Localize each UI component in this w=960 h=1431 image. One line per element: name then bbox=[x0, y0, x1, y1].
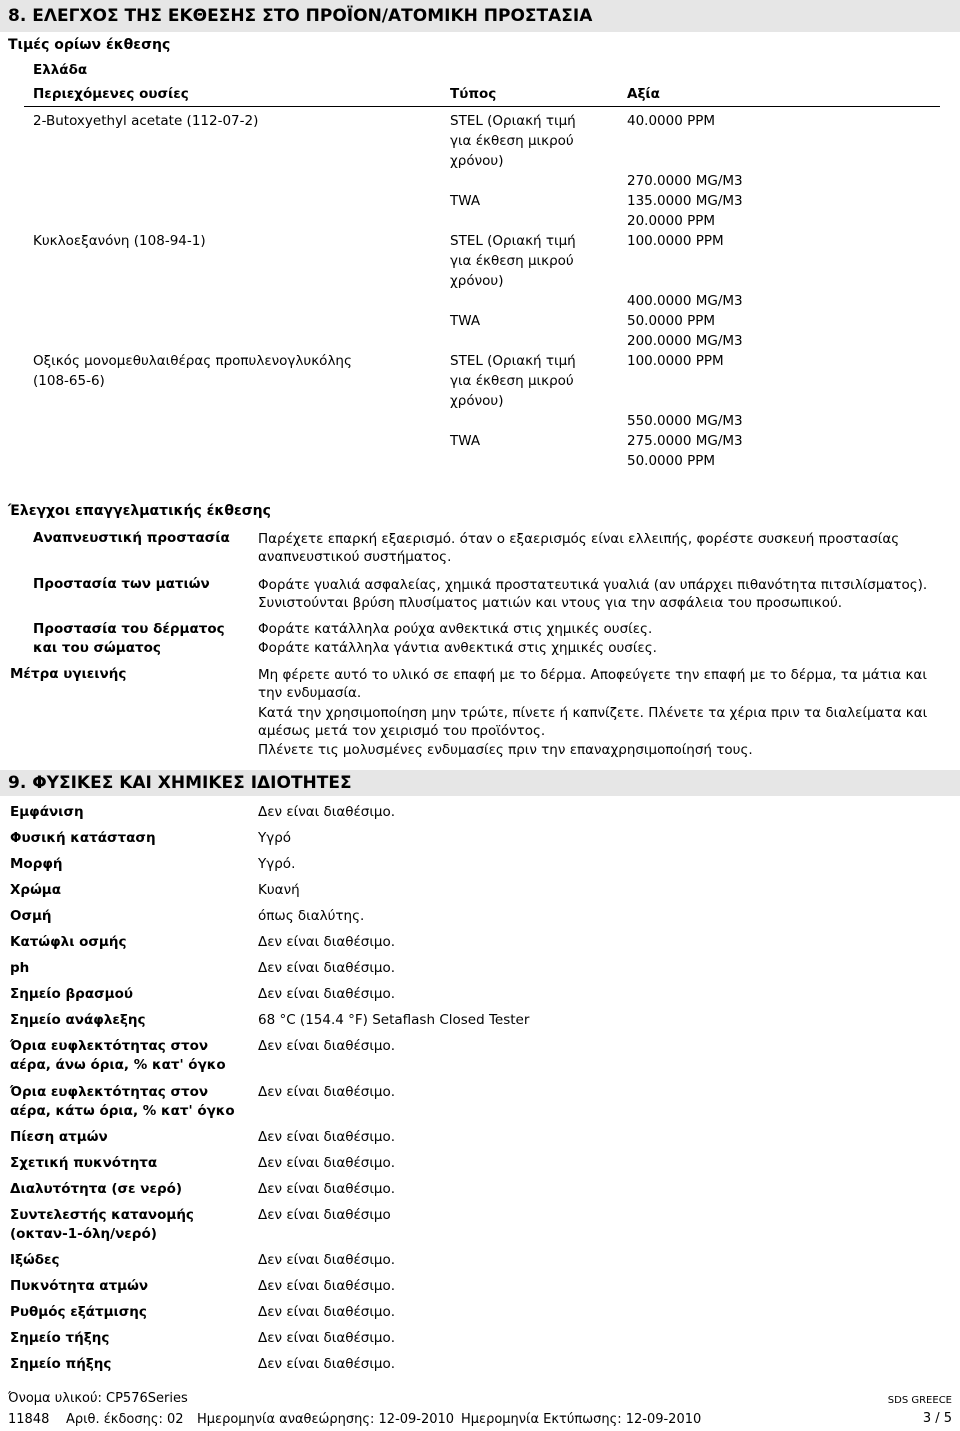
eye-protection-label: Προστασία των ματιών bbox=[33, 576, 210, 592]
hygiene-measures-label: Μέτρα υγιεινής bbox=[10, 666, 127, 682]
twa-type: TWA bbox=[450, 433, 481, 449]
country-label: Ελλάδα bbox=[33, 62, 88, 78]
footer-revision-date: Ημερομηνία αναθεώρησης: 12-09-2010 bbox=[197, 1412, 455, 1427]
property-label: Χρώμα bbox=[10, 882, 62, 898]
property-label-line2: αέρα, κάτω όρια, % κατ' όγκο bbox=[10, 1103, 235, 1119]
property-value: Δεν είναι διαθέσιμο. bbox=[258, 1038, 396, 1054]
stel-type-line2: για έκθεση μικρού bbox=[450, 253, 574, 269]
respiratory-protection-label: Αναπνευστική προστασία bbox=[33, 530, 230, 546]
property-value: 68 °C (154.4 °F) Setaflash Closed Tester bbox=[258, 1012, 530, 1028]
property-value: Δεν είναι διαθέσιμο bbox=[258, 1207, 391, 1223]
twa-value-1: 135.0000 MG/M3 bbox=[627, 193, 743, 209]
col-header-substances: Περιεχόμενες ουσίες bbox=[33, 86, 189, 102]
skin-protection-label-line2: και του σώματος bbox=[33, 640, 161, 656]
stel-value-1: 40.0000 PPM bbox=[627, 113, 716, 129]
property-value: Δεν είναι διαθέσιμο. bbox=[258, 1252, 396, 1268]
property-label: Όρια ευφλεκτότητας στον bbox=[10, 1038, 209, 1054]
property-value: Δεν είναι διαθέσιμο. bbox=[258, 986, 396, 1002]
stel-type-line3: χρόνου) bbox=[450, 393, 504, 409]
property-value: Δεν είναι διαθέσιμο. bbox=[258, 1129, 396, 1145]
skin-protection-text-2: Φοράτε κατάλληλα γάντια ανθεκτικά στις χημικές ουσίες. bbox=[258, 640, 657, 656]
twa-value-1: 50.0000 PPM bbox=[627, 313, 716, 329]
property-label: Συντελεστής κατανομής bbox=[10, 1207, 194, 1223]
property-label: Σημείο βρασμού bbox=[10, 986, 133, 1002]
property-value: Δεν είναι διαθέσιμο. bbox=[258, 804, 396, 820]
twa-value-2: 200.0000 MG/M3 bbox=[627, 333, 743, 349]
property-value: Δεν είναι διαθέσιμο. bbox=[258, 1356, 396, 1372]
property-label: Φυσική κατάσταση bbox=[10, 830, 156, 846]
twa-type: TWA bbox=[450, 313, 481, 329]
property-value: Δεν είναι διαθέσιμο. bbox=[258, 1330, 396, 1346]
stel-type-line3: χρόνου) bbox=[450, 153, 504, 169]
property-value: Δεν είναι διαθέσιμο. bbox=[258, 1181, 396, 1197]
eye-protection-text: Φοράτε γυαλιά ασφαλείας, χημικά προστατευτικά γυαλιά (αν υπάρχει πιθανότητα πιτσιλίσματος). Συνιστούνται βρύση πλυσίματος ματιών και ντους για την ασφάλεια του προσωπικού. bbox=[258, 577, 928, 611]
section-9-title: 9. ΦΥΣΙΚΕΣ ΚΑΙ ΧΗΜΙΚΕΣ ΙΔΙΟΤΗΤΕΣ bbox=[8, 773, 352, 793]
property-label: Σημείο πήξης bbox=[10, 1356, 112, 1372]
property-value: Κυανή bbox=[258, 882, 300, 898]
substance-cas: (108-65-6) bbox=[33, 373, 105, 389]
property-label: Μορφή bbox=[10, 856, 63, 872]
property-label: Πίεση ατμών bbox=[10, 1129, 108, 1145]
exposure-controls-heading: Έλεγχοι επαγγελματικής έκθεσης bbox=[8, 503, 271, 519]
property-value: Δεν είναι διαθέσιμο. bbox=[258, 960, 396, 976]
stel-value-2: 550.0000 MG/M3 bbox=[627, 413, 743, 429]
respiratory-protection-text: Παρέχετε επαρκή εξαερισμό. όταν ο εξαερισμός είναι ελλειπής, φορέστε συσκευή προστασίας αναπνευστικού συστήματος. bbox=[258, 531, 900, 565]
hygiene-measures-text-2: Κατά την χρησιμοποίηση μην τρώτε, πίνετε ή καπνίζετε. Πλένετε τα χέρια πριν τα διαλείματα και αμέσως μετά τον χειρισμό του προϊόντος. bbox=[258, 705, 928, 739]
property-label: Ιξώδες bbox=[10, 1252, 60, 1268]
property-label: Σχετική πυκνότητα bbox=[10, 1155, 158, 1171]
footer-print-date: Ημερομηνία Εκτύπωσης: 12-09-2010 bbox=[461, 1412, 702, 1427]
stel-type: STEL (Οριακή τιμή bbox=[450, 233, 576, 249]
hygiene-measures-text-3: Πλένετε τις μολυσμένες ενδυμασίες πριν την επαναχρησιμοποίησή τους. bbox=[258, 742, 753, 758]
twa-value-2: 20.0000 PPM bbox=[627, 213, 716, 229]
twa-type: TWA bbox=[450, 193, 481, 209]
stel-value-2: 400.0000 MG/M3 bbox=[627, 293, 743, 309]
property-label: Όρια ευφλεκτότητας στον bbox=[10, 1084, 209, 1100]
footer-material-name: Όνομα υλικού: CP576Series bbox=[8, 1391, 188, 1406]
twa-value-2: 50.0000 PPM bbox=[627, 453, 716, 469]
hygiene-measures-text-1: Μη φέρετε αυτό το υλικό σε επαφή με το δέρμα. Αποφεύγετε την επαφή με το δέρμα, τα μάτια και την ενδυμασία. bbox=[258, 667, 927, 701]
property-label: Πυκνότητα ατμών bbox=[10, 1278, 149, 1294]
stel-type-line2: για έκθεση μικρού bbox=[450, 133, 574, 149]
property-label: Διαλυτότητα (σε νερό) bbox=[10, 1181, 183, 1197]
footer-page-number: 3 / 5 bbox=[922, 1411, 952, 1426]
skin-protection-text-1: Φοράτε κατάλληλα ρούχα ανθεκτικά στις χημικές ουσίες. bbox=[258, 621, 653, 637]
stel-value-2: 270.0000 MG/M3 bbox=[627, 173, 743, 189]
section-8-title: 8. ΕΛΕΓΧΟΣ ΤΗΣ ΕΚΘΕΣΗΣ ΣΤΟ ΠΡΟΪΟΝ/ΑΤΟΜΙΚΗ ΠΡΟΣΤΑΣΙΑ bbox=[8, 6, 593, 26]
stel-value-1: 100.0000 PPM bbox=[627, 233, 724, 249]
property-label: ph bbox=[10, 960, 30, 976]
footer-doc-id: 11848 bbox=[8, 1412, 50, 1427]
col-header-type: Τύπος bbox=[450, 86, 497, 102]
substance-name: Οξικός μονομεθυλαιθέρας προπυλενογλυκόλης bbox=[33, 353, 352, 369]
property-label: Σημείο ανάφλεξης bbox=[10, 1012, 146, 1028]
table-header-rule bbox=[24, 106, 940, 107]
footer-issue-number: Αριθ. έκδοσης: 02 bbox=[66, 1412, 184, 1427]
property-label: Οσμή bbox=[10, 908, 52, 924]
stel-type-line2: για έκθεση μικρού bbox=[450, 373, 574, 389]
property-label: Εμφάνιση bbox=[10, 804, 84, 820]
property-value: Δεν είναι διαθέσιμο. bbox=[258, 1155, 396, 1171]
property-value: όπως διαλύτης. bbox=[258, 908, 365, 924]
property-value: Υγρό. bbox=[258, 856, 296, 872]
stel-type: STEL (Οριακή τιμή bbox=[450, 353, 576, 369]
stel-type-line3: χρόνου) bbox=[450, 273, 504, 289]
property-label-line2: αέρα, άνω όρια, % κατ' όγκο bbox=[10, 1057, 226, 1073]
property-value: Δεν είναι διαθέσιμο. bbox=[258, 1304, 396, 1320]
property-value: Δεν είναι διαθέσιμο. bbox=[258, 1278, 396, 1294]
stel-type: STEL (Οριακή τιμή bbox=[450, 113, 576, 129]
col-header-value: Αξία bbox=[627, 86, 660, 102]
property-label: Κατώφλι οσμής bbox=[10, 934, 127, 950]
substance-name: Κυκλοεξανόνη (108-94-1) bbox=[33, 233, 206, 249]
property-value: Δεν είναι διαθέσιμο. bbox=[258, 934, 396, 950]
stel-value-1: 100.0000 PPM bbox=[627, 353, 724, 369]
footer-sds-label: SDS GREECE bbox=[887, 1395, 952, 1406]
property-value: Δεν είναι διαθέσιμο. bbox=[258, 1084, 396, 1100]
property-label: Σημείο τήξης bbox=[10, 1330, 110, 1346]
twa-value-1: 275.0000 MG/M3 bbox=[627, 433, 743, 449]
substance-name: 2-Butoxyethyl acetate (112-07-2) bbox=[33, 113, 259, 129]
property-value: Υγρό bbox=[258, 830, 292, 846]
property-label: Ρυθμός εξάτμισης bbox=[10, 1304, 147, 1320]
skin-protection-label: Προστασία του δέρματος bbox=[33, 621, 225, 637]
exposure-limits-heading: Τιμές ορίων έκθεσης bbox=[8, 37, 171, 53]
property-label-line2: (οκταν-1-όλη/νερό) bbox=[10, 1226, 157, 1242]
